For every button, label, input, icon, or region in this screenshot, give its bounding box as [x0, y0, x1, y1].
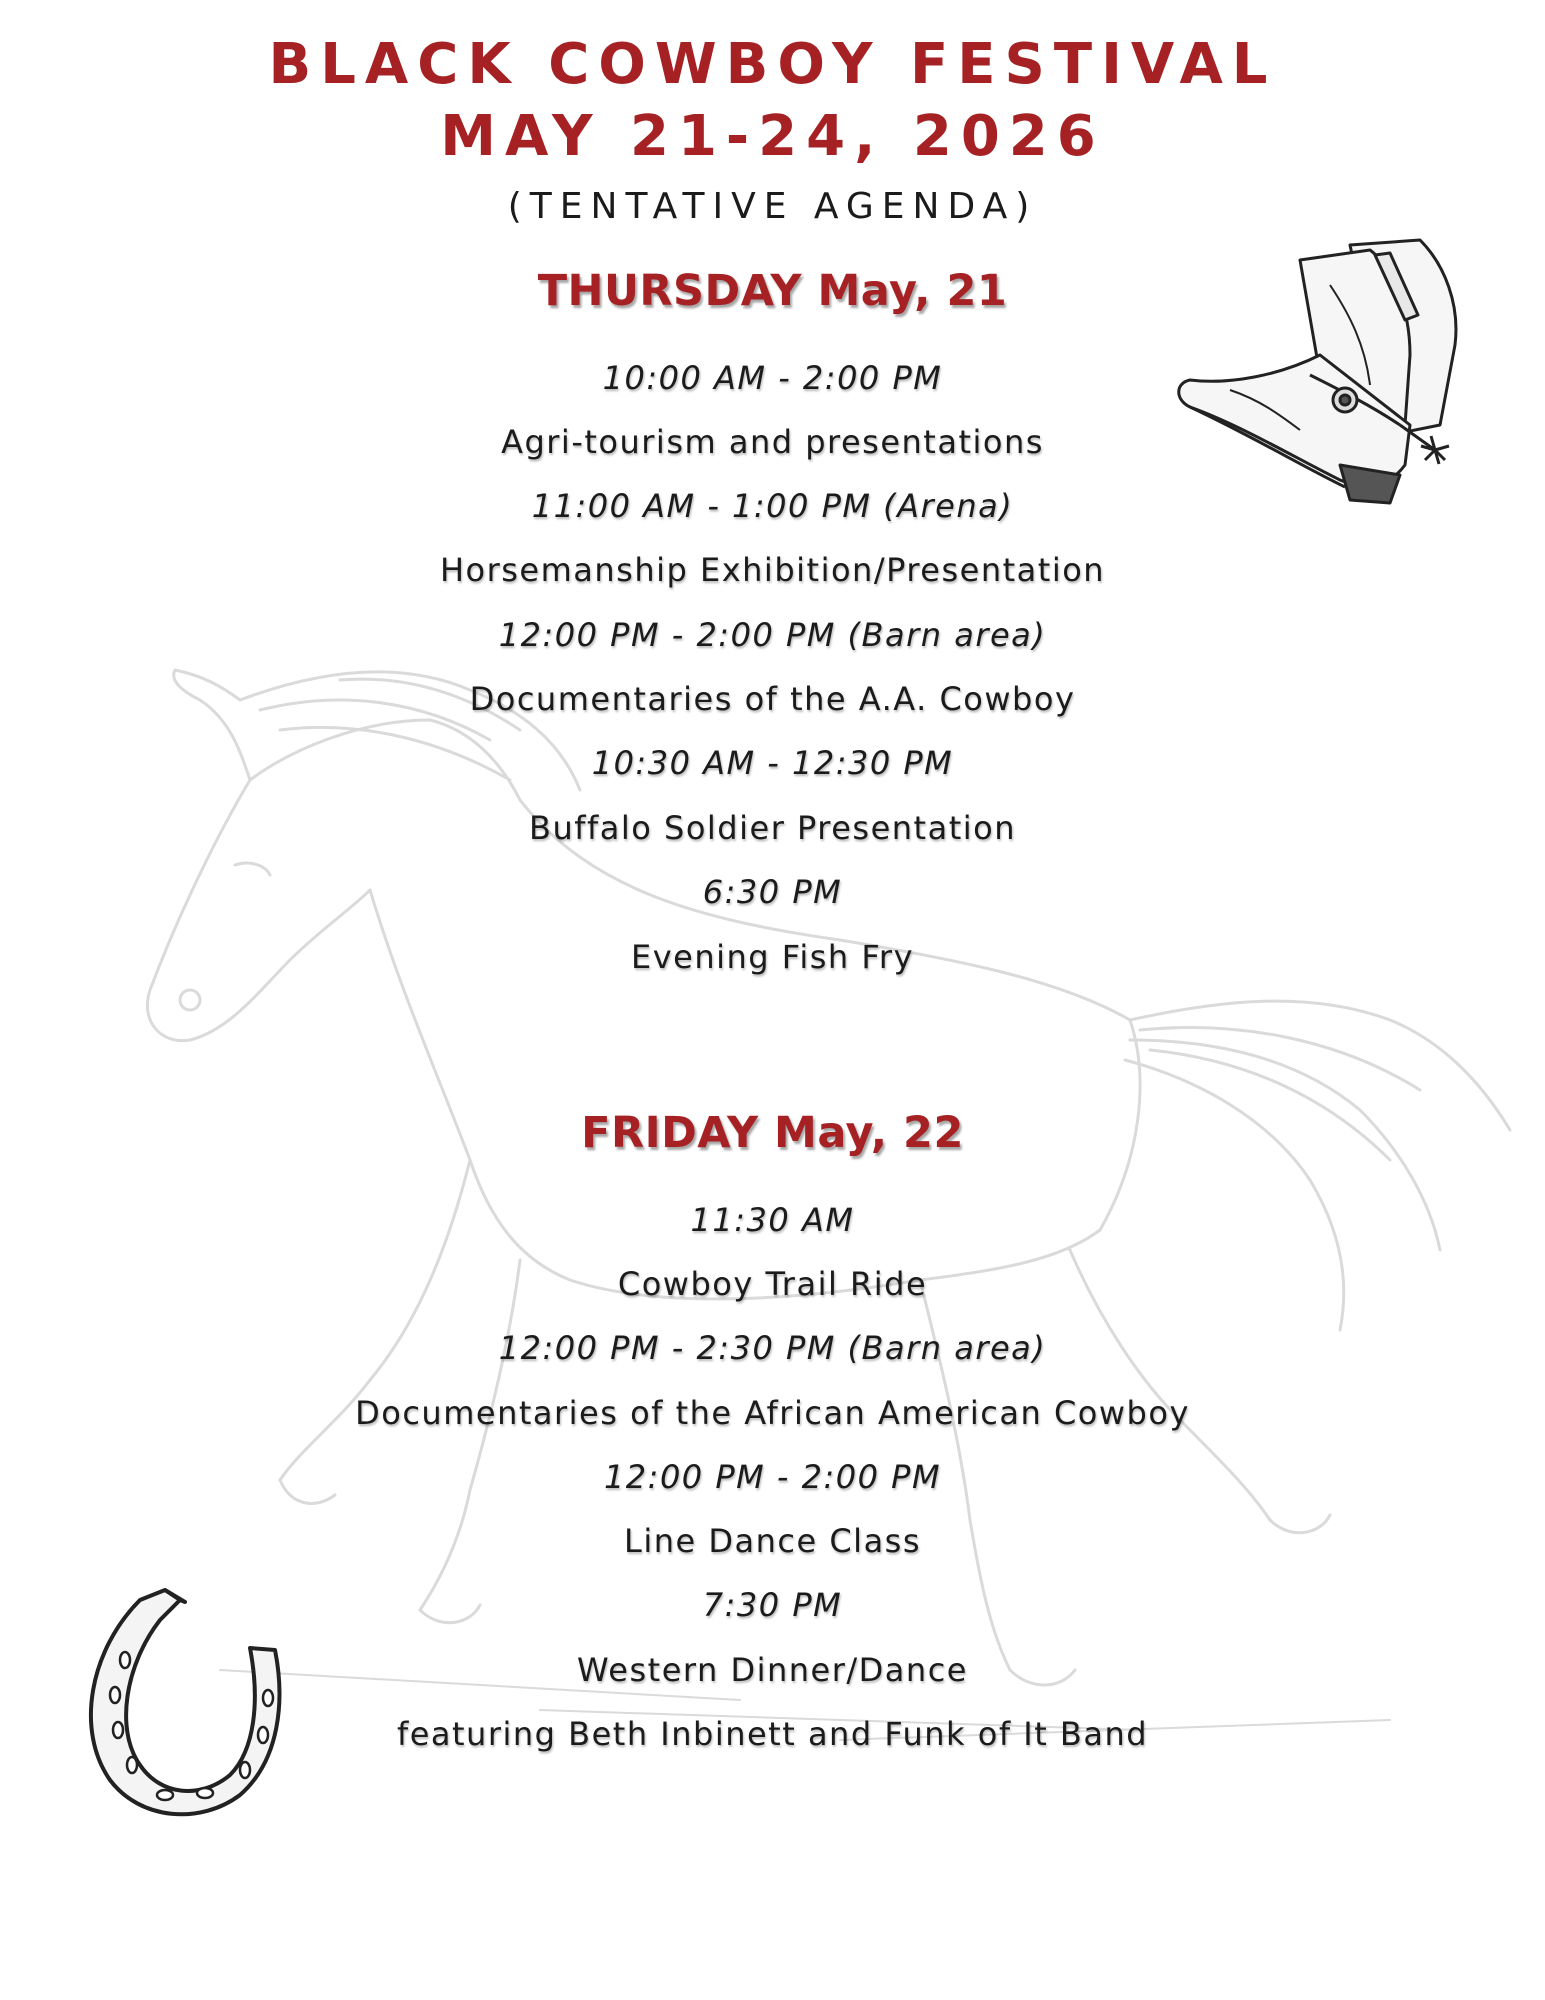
festival-title: BLACK COWBOY FESTIVAL [268, 32, 1277, 97]
schedule-time: 12:00 PM - 2:00 PM [603, 1458, 942, 1496]
schedule-event-featuring: featuring Beth Inbinett and Funk of It Band [396, 1715, 1149, 1753]
schedule-time: 12:00 PM - 2:30 PM (Barn area) [498, 1329, 1047, 1367]
schedule-time: 7:30 PM [702, 1586, 843, 1624]
festival-dates: MAY 21-24, 2026 [440, 104, 1105, 169]
day-heading-thursday: THURSDAY May, 21 [537, 266, 1008, 316]
schedule-event: Line Dance Class [623, 1522, 922, 1560]
schedule-time: 10:30 AM - 12:30 PM [591, 744, 954, 782]
schedule-event: Agri-tourism and presentations [501, 423, 1044, 461]
schedule-event: Western Dinner/Dance [577, 1651, 968, 1689]
schedule-time: 12:00 PM - 2:00 PM (Barn area) [498, 616, 1047, 654]
schedule-event: Horsemanship Exhibition/Presentation [439, 551, 1106, 589]
schedule-event: Documentaries of the African American Cowboy [355, 1394, 1190, 1432]
schedule-time: 6:30 PM [702, 873, 843, 911]
schedule-event: Evening Fish Fry [630, 938, 915, 976]
schedule-event: Cowboy Trail Ride [617, 1265, 928, 1303]
agenda-subtitle: (TENTATIVE AGENDA) [507, 186, 1038, 227]
schedule-time: 11:00 AM - 1:00 PM (Arena) [531, 487, 1014, 525]
schedule-event: Buffalo Soldier Presentation [529, 809, 1016, 847]
schedule-event: Documentaries of the A.A. Cowboy [469, 680, 1076, 718]
schedule-time: 11:30 AM [690, 1201, 855, 1239]
schedule-time: 10:00 AM - 2:00 PM [602, 359, 943, 397]
day-heading-friday: FRIDAY May, 22 [581, 1108, 964, 1158]
